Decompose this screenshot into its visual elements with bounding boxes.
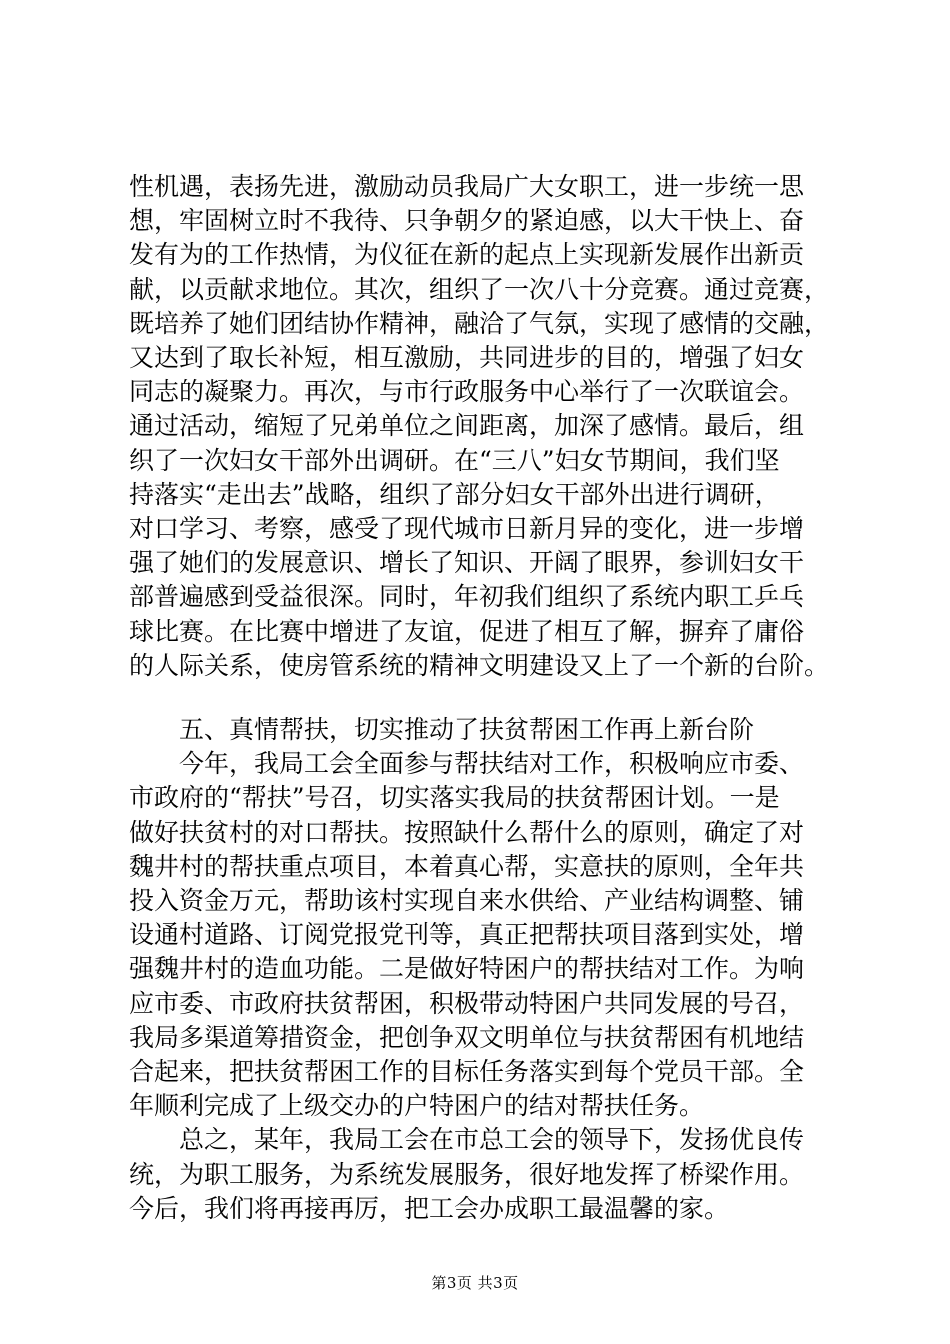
paragraph-spacer: [129, 683, 829, 713]
text-line: 既培养了她们团结协作精神，融洽了气氛，实现了感情的交融，: [129, 308, 830, 338]
text-line: 织了一次妇女干部外出调研。在“三八”妇女节期间，我们坚: [129, 445, 780, 475]
text-line: 今后，我们将再接再厉，把工会办成职工最温馨的家。: [129, 1193, 730, 1223]
text-line: 应市委、市政府扶贫帮困，积极带动特困户共同发展的号召，: [129, 988, 805, 1018]
text-line: 的人际关系，使房管系统的精神文明建设又上了一个新的台阶。: [129, 650, 830, 680]
text-line: 发有为的工作热情，为仪征在新的起点上实现新发展作出新贡: [129, 240, 805, 270]
text-line: 又达到了取长补短，相互激励，共同进步的目的，增强了妇女: [129, 343, 805, 373]
paragraph-conclusion: [129, 1123, 829, 1226]
text-line: 统，为职工服务，为系统发展服务，很好地发挥了桥梁作用。: [129, 1159, 805, 1189]
text-line: 合起来，把扶贫帮困工作的目标任务落实到每个党员干部。全: [129, 1057, 805, 1087]
page-number: 第3页 共3页: [431, 1274, 519, 1292]
text-line: 性机遇，表扬先进，激励动员我局广大女职工，进一步统一思: [129, 172, 805, 201]
text-line: 强了她们的发展意识、增长了知识、开阔了眼界，参训妇女干: [129, 548, 805, 578]
document-body: [129, 170, 829, 1226]
text-line: 我局多渠道筹措资金，把创争双文明单位与扶贫帮困有机地结: [129, 1022, 805, 1052]
text-line: 献，以贡献求地位。其次，组织了一次八十分竞赛。通过竞赛，: [129, 274, 830, 304]
text-line: 强魏井村的造血功能。二是做好特困户的帮扶结对工作。为响: [129, 954, 805, 984]
text-line: 设通村道路、订阅党报党刊等，真正把帮扶项目落到实处，增: [129, 920, 805, 950]
section-heading: 五、真情帮扶，切实推动了扶贫帮困工作再上新台阶: [179, 715, 755, 745]
text-line: 年顺利完成了上级交办的户特困户的结对帮扶任务。: [129, 1091, 705, 1121]
paragraph-activities: [129, 170, 829, 683]
paragraph-poverty-relief: [129, 747, 829, 1123]
text-line: 投入资金万元，帮助该村实现自来水供给、产业结构调整、铺: [129, 886, 805, 916]
text-line: 部普遍感到受益很深。同时，年初我们组织了系统内职工乒乓: [129, 582, 805, 612]
text-line: 对口学习、考察，感受了现代城市日新月异的变化，进一步增: [129, 514, 805, 544]
text-line: 想，牢固树立时不我待、只争朝夕的紧迫感，以大干快上、奋: [129, 206, 805, 236]
text-line: 通过活动，缩短了兄弟单位之间距离，加深了感情。最后，组: [129, 411, 805, 441]
text-line: 市政府的“帮扶”号召，切实落实我局的扶贫帮困计划。一是: [129, 783, 780, 813]
text-line: 做好扶贫村的对口帮扶。按照缺什么帮什么的原则，确定了对: [129, 817, 805, 847]
text-line: 今年，我局工会全面参与帮扶结对工作，积极响应市委、: [179, 749, 805, 779]
page-footer: [0, 1272, 950, 1293]
text-line: 持落实“走出去”战略，组织了部分妇女干部外出进行调研，: [129, 479, 780, 509]
text-line: 同志的凝聚力。再次，与市行政服务中心举行了一次联谊会。: [129, 377, 805, 407]
text-line: 球比赛。在比赛中增进了友谊，促进了相互了解，摒弃了庸俗: [129, 616, 805, 646]
text-line: 总之，某年，我局工会在市总工会的领导下，发扬优良传: [179, 1125, 805, 1155]
text-line: 魏井村的帮扶重点项目，本着真心帮，实意扶的原则，全年共: [129, 851, 805, 881]
